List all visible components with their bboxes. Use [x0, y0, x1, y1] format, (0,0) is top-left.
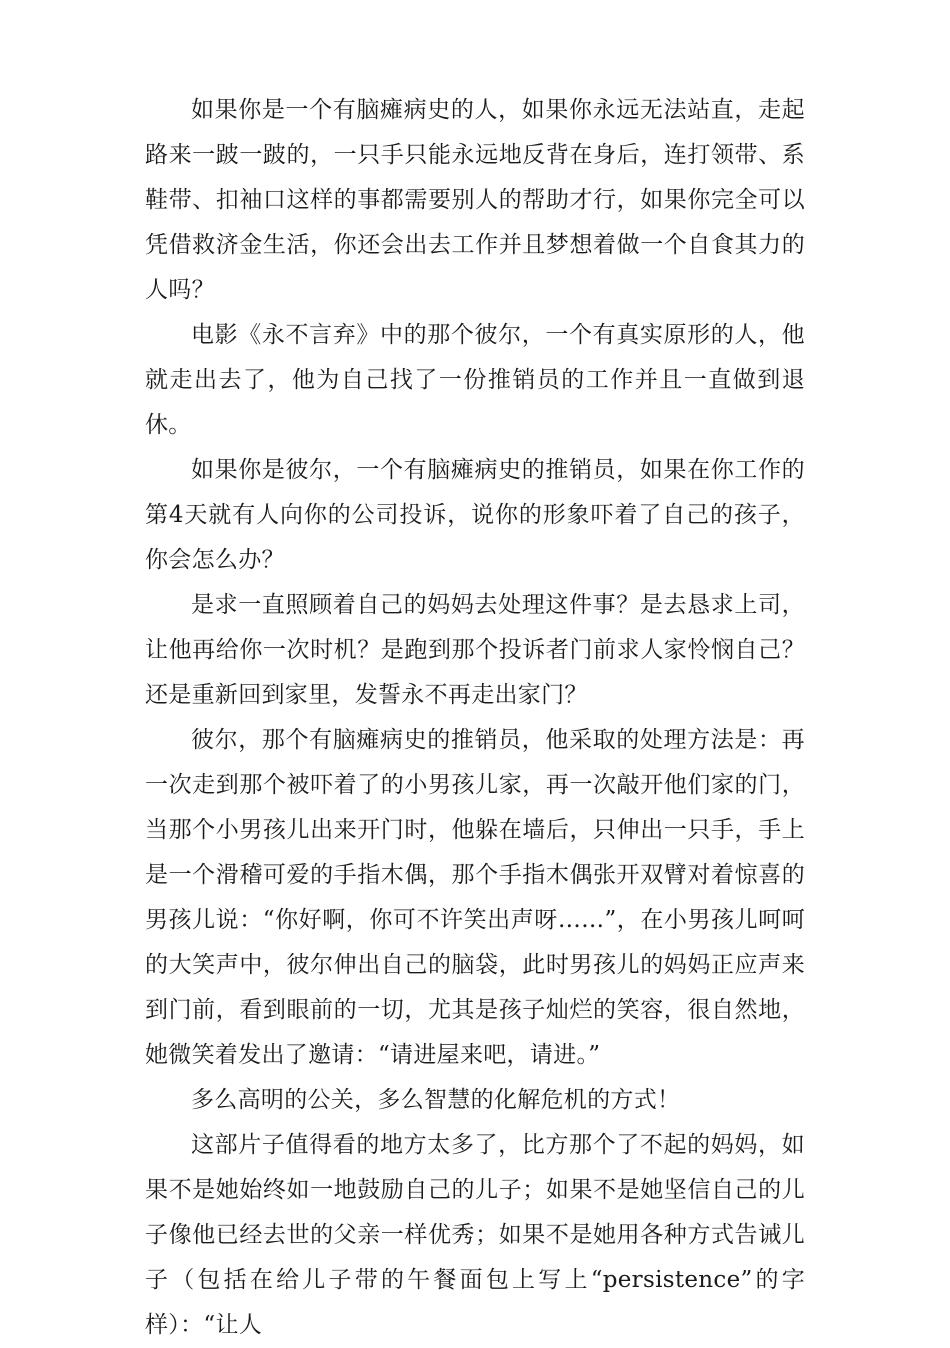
paragraph-7: 这部片子值得看的地方太多了，比方那个了不起的妈妈，如果不是她始终如一地鼓励自己的儿子；如果不是她坚信自己的儿子像他已经去世的父亲一样优秀；如果不是她用各种方式告诫儿子（包括在给儿子带的午餐面包上写上“persistence”的字样）：“让人	[145, 1132, 805, 1338]
paragraph-6: 多么高明的公关，多么智慧的化解危机的方式！	[191, 1087, 681, 1113]
paragraph-4: 是求一直照顾着自己的妈妈去处理这件事？是去恳求上司，让他再给你一次时机？是跑到那个投诉者门前求人家怜悯自己？还是重新回到家里，发誓永不再走出家门？	[145, 592, 805, 708]
document-body	[145, 88, 805, 1348]
paragraph-3: 如果你是彼尔，一个有脑瘫病史的推销员，如果在你工作的第4天就有人向你的公司投诉，说你的形象吓着了自己的孩子，你会怎么办？	[145, 457, 805, 573]
paragraph-5: 彼尔，那个有脑瘫病史的推销员，他采取的处理方法是：再一次走到那个被吓着了的小男孩儿家，再一次敲开他们家的门，当那个小男孩儿出来开门时，他躲在墙后，只伸出一只手，手上是一个滑稽可爱的手指木偶，那个手指木偶张开双臂对着惊喜的男孩儿说：“你好啊，你可不许笑出声呀……”，在小男孩儿呵呵的大笑声中，彼尔伸出自己的脑袋，此时男孩儿的妈妈正应声来到门前，看到眼前的一切，尤其是孩子灿烂的笑容，很自然地，她微笑着发出了邀请：“请进屋来吧，请进。”	[145, 727, 805, 1068]
paragraph-1: 如果你是一个有脑瘫病史的人，如果你永远无法站直，走起路来一跛一跛的，一只手只能永远地反背在身后，连打领带、系鞋带、扣袖口这样的事都需要别人的帮助才行，如果你完全可以凭借救济金生活，你还会出去工作并且梦想着做一个自食其力的人吗？	[145, 97, 805, 303]
paragraph-2: 电影《永不言弃》中的那个彼尔，一个有真实原形的人，他就走出去了，他为自己找了一份推销员的工作并且一直做到退休。	[145, 322, 805, 438]
